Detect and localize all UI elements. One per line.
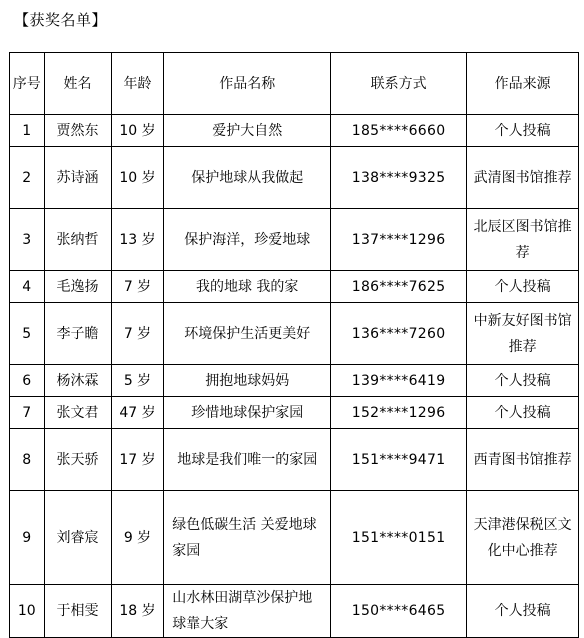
row-age-text: 7 岁 [123,325,152,342]
row-age-text: 5 岁 [123,372,152,389]
row-age [111,147,164,209]
row-work [164,429,331,491]
row-work-text: 绿色低碳生活 关爱地球家园 [172,516,317,559]
row-name-text: 张文君 [56,404,99,421]
row-seq-text: 9 [22,529,32,546]
row-contact [331,397,467,429]
row-contact-text: 151****0151 [351,529,446,546]
row-age-text: 9 岁 [123,529,152,546]
row-name [44,429,111,491]
table-row [10,115,579,147]
row-work [164,585,331,638]
row-name [44,397,111,429]
row-seq [10,209,45,271]
row-source [467,147,579,209]
row-age [111,491,164,585]
row-work [164,303,331,365]
row-work-text: 拥抱地球妈妈 [205,372,290,389]
row-age-text: 10 岁 [119,122,156,139]
row-name [44,303,111,365]
row-seq [10,397,45,429]
row-age-text: 7 岁 [123,278,152,295]
row-name [44,271,111,303]
row-age [111,365,164,397]
row-source [467,115,579,147]
row-age [111,585,164,638]
row-contact [331,115,467,147]
row-contact [331,365,467,397]
header-row [10,53,579,115]
row-name [44,147,111,209]
row-contact-text: 150****6465 [351,603,446,619]
header-name: 姓名 [44,53,111,115]
row-contact-text: 186****7625 [351,278,446,295]
row-source [467,209,579,271]
table-row [10,365,579,397]
row-name-text: 杨沐霖 [56,372,99,389]
row-contact [331,209,467,271]
row-source-text: 个人投稿 [494,372,551,389]
row-source-text: 西青图书馆推荐 [473,451,572,468]
header-age: 年龄 [111,53,164,115]
row-source-text: 中新友好图书馆推荐 [473,312,572,355]
row-source [467,491,579,585]
row-work-text: 保护海洋，珍爱地球 [184,231,311,248]
table-row [10,397,579,429]
row-work [164,365,331,397]
row-name [44,209,111,271]
row-work [164,397,331,429]
row-seq [10,365,45,397]
row-contact [331,585,467,638]
row-source-text: 天津港保税区文化中心推荐 [473,516,572,559]
row-contact [331,491,467,585]
row-age-text: 47 岁 [119,404,156,421]
row-age [111,429,164,491]
row-contact-text: 185****6660 [351,122,446,139]
row-source-text: 个人投稿 [494,278,551,295]
row-work [164,147,331,209]
row-age [111,303,164,365]
row-work [164,209,331,271]
table-body [10,115,579,638]
row-work-text: 山水林田湖草沙保护地球靠大家 [172,590,313,632]
row-work [164,491,331,585]
row-seq [10,147,45,209]
row-seq [10,585,45,638]
row-seq-text: 1 [22,122,32,139]
row-name-text: 毛逸扬 [56,278,99,295]
row-work-text: 保护地球从我做起 [191,169,304,186]
row-contact-text: 138****9325 [351,169,446,186]
row-source [467,365,579,397]
row-name-text: 张天骄 [56,451,99,468]
table-row [10,271,579,303]
row-name-text: 刘睿宸 [56,529,99,546]
row-seq [10,303,45,365]
row-name-text: 贾然东 [56,122,99,139]
header-source: 作品来源 [467,53,579,115]
row-contact-text: 136****7260 [351,325,446,342]
row-seq-text: 2 [22,169,32,186]
header-work: 作品名称 [164,53,331,115]
row-contact-text: 139****6419 [351,372,446,389]
table-row [10,209,579,271]
row-seq-text: 10 [17,603,36,619]
table-row [10,491,579,585]
row-source-text: 北辰区图书馆推荐 [473,218,572,261]
row-age-text: 17 岁 [119,451,156,468]
row-name [44,365,111,397]
row-seq-text: 7 [22,404,32,421]
row-name-text: 苏诗涵 [56,169,99,186]
row-seq [10,491,45,585]
row-work [164,271,331,303]
row-seq-text: 3 [22,231,32,248]
table-row [10,303,579,365]
table-row [10,429,579,491]
row-age-text: 13 岁 [119,231,156,248]
row-name-text: 于相雯 [56,603,99,619]
row-source-text: 个人投稿 [494,122,551,139]
header-contact: 联系方式 [331,53,467,115]
row-source-text: 武清图书馆推荐 [473,169,572,186]
row-age [111,271,164,303]
row-contact-text: 152****1296 [351,404,446,421]
row-source [467,585,579,638]
row-work-text: 我的地球 我的家 [195,278,299,295]
row-source-text: 个人投稿 [494,603,551,619]
row-age [111,397,164,429]
row-name [44,115,111,147]
row-work-text: 环境保护生活更美好 [184,325,311,342]
row-contact [331,429,467,491]
row-source [467,303,579,365]
row-contact [331,147,467,209]
row-contact [331,303,467,365]
row-seq-text: 8 [22,451,32,468]
row-contact [331,271,467,303]
row-name-text: 张纳哲 [56,231,99,248]
row-age [111,209,164,271]
header-seq: 序号 [10,53,45,115]
row-source [467,271,579,303]
row-seq-text: 4 [22,278,32,295]
row-age [111,115,164,147]
row-name [44,491,111,585]
row-name-text: 李子瞻 [56,325,99,342]
row-source-text: 个人投稿 [494,404,551,421]
row-seq-text: 5 [22,325,32,342]
winners-table [9,52,579,638]
row-name [44,585,111,638]
row-work [164,115,331,147]
row-age-text: 10 岁 [119,169,156,186]
row-work-text: 地球是我们唯一的家园 [177,451,318,468]
row-seq-text: 6 [22,372,32,389]
row-work-text: 爱护大自然 [212,122,283,139]
row-contact-text: 137****1296 [351,231,446,248]
row-seq [10,115,45,147]
table-row [10,147,579,209]
row-seq [10,271,45,303]
table-row [10,585,579,638]
row-source [467,429,579,491]
row-source [467,397,579,429]
document-title: 【获奖名单】 [14,11,108,29]
row-work-text: 珍惜地球保护家园 [191,404,304,421]
row-seq [10,429,45,491]
row-contact-text: 151****9471 [351,451,446,468]
row-age-text: 18 岁 [119,603,156,619]
